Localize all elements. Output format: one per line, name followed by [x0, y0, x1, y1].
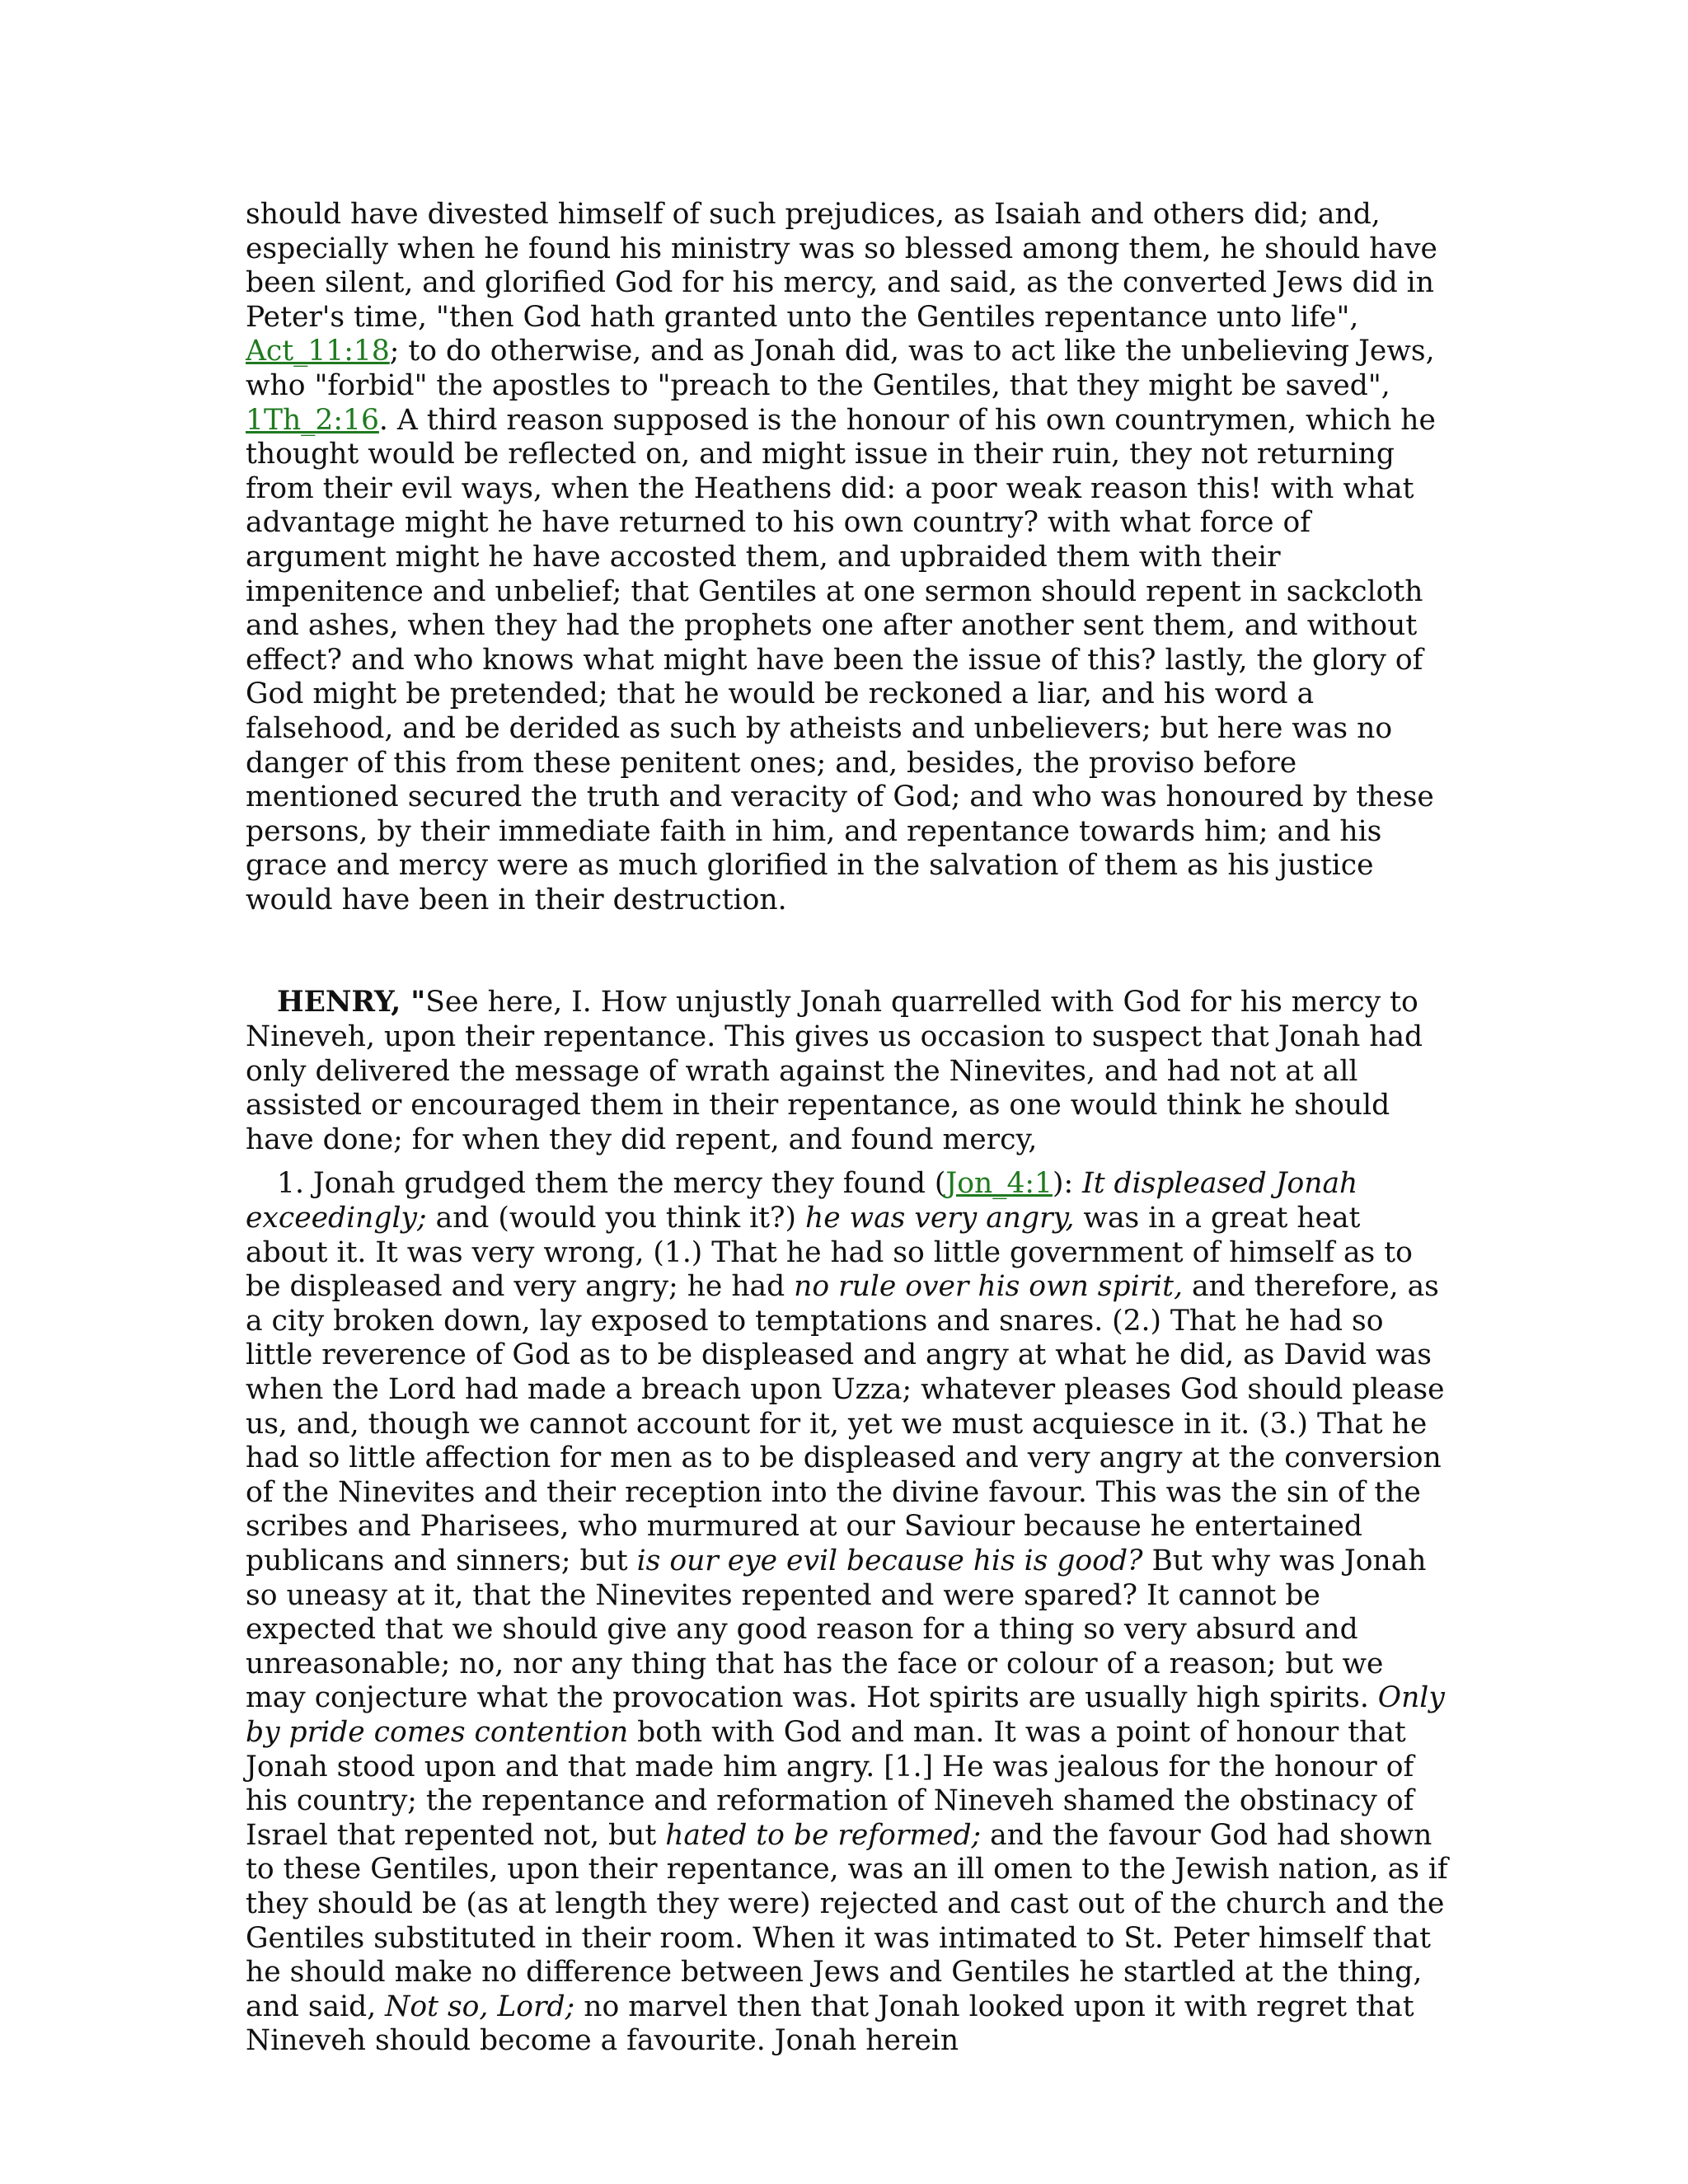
text-run: and the favour God had shown to these Gentiles, upon their repentance, was an ill omen to the Jewish nation, as if they should be (as at length they were) rejected and cast out of the church and the Gentiles substituted in their room. When it was intimated to St. Peter himself that he should make no difference between Jews and Gentiles he startled at the thing, and said,: [246, 1818, 1448, 2023]
italic-quote: is our eye evil because his is good?: [636, 1544, 1143, 1577]
scripture-link-jon-4-1[interactable]: Jon_4:1: [945, 1167, 1053, 1201]
italic-quote: It displeased Jonah exceedingly;: [246, 1167, 1358, 1235]
author-label: HENRY, ": [277, 986, 426, 1019]
text-run: both with God and man. It was a point of honour that Jonah stood upon and that made him angry. [1.] He was jealous for the honour of his country; the repentance and reformation of Nineveh shamed the obstinacy of Israel that repented not, but: [246, 1715, 1414, 1852]
text-run: and (would you think it?): [426, 1202, 805, 1235]
italic-quote: Not so, Lord;: [385, 1990, 575, 2023]
text-run: See here, I. How unjustly Jonah quarrelled with God for his mercy to Nineveh, upon their repentance. This gives us occasion to suspect that Jonah had only delivered the message of wrath against the Ninevites, and had not at all assisted or encouraged them in their repentance, as one would think he should have done; for when they did repent, and found mercy,: [246, 986, 1423, 1156]
text-run: was in a great heat about it. It was very wrong, (1.) That he had so little government of himself as to be displeased and very angry; he had: [246, 1202, 1413, 1304]
text-run: ):: [1053, 1167, 1083, 1201]
document-page: [246, 198, 1449, 2059]
text-run: ; to do otherwise, and as Jonah did, was to act like the unbelieving Jews, who "forbid" the apostles to "preach to the Gentiles, that they might be saved",: [246, 335, 1435, 402]
text-run: should have divested himself of such prejudices, as Isaiah and others did; and, especially when he found his ministry was so blessed among them, he should have been silent, and glorified God for his mercy, and said, as the converted Jews did in Peter's time, "then God hath granted unto the Gentiles repentance unto life",: [246, 198, 1437, 334]
italic-quote: no rule over his own spirit,: [794, 1270, 1183, 1304]
paragraph-gill-commentary: [246, 198, 1449, 917]
scripture-link-act-11-18[interactable]: Act_11:18: [246, 335, 390, 368]
italic-quote: Only by pride comes contention: [246, 1681, 1445, 1749]
italic-quote: he was very angry,: [804, 1202, 1075, 1235]
text-run: . A third reason supposed is the honour of his own countrymen, which he thought would be reflected on, and might issue in their ruin, they not returning from their evil ways, when the Heathens did: a poor weak reason this! with what advantage might he have returned to his own country? with what force of argument might he have accosted them, and upbraided them with their impenitence and unbelief; that Gentiles at one sermon should repent in sackcloth and ashes, when they had the prophets one after another sent them, and without effect? and who knows what might have been the issue of this? lastly, the glory of God might be pretended; that he would be reckoned a liar, and his word a falsehood, and be derided as such by atheists and unbelievers; but here was no danger of this from these penitent ones; and, besides, the proviso before mentioned secured the truth and veracity of God; and who was honoured by these persons, by their immediate faith in him, and repentance towards him; and his grace and mercy were as much glorified in the salvation of them as his justice would have been in their destruction.: [246, 403, 1436, 916]
paragraph-henry-intro: [246, 986, 1449, 1157]
text-run: 1. Jonah grudged them the mercy they found (: [277, 1167, 946, 1201]
paragraph-henry-point-1: [246, 1167, 1449, 2058]
text-run: and therefore, as a city broken down, lay exposed to temptations and snares. (2.) That he had so little reverence of God as to be displeased and angry at what he did, as David was when the Lord had made a breach upon Uzza; whatever pleases God should please us, and, though we cannot account for it, yet we must acquiesce in it. (3.) That he had so little affection for men as to be displeased and very angry at the conversion of the Ninevites and their reception into the divine favour. This was the sin of the scribes and Pharisees, who murmured at our Saviour because he entertained publicans and sinners; but: [246, 1270, 1445, 1577]
scripture-link-1th-2-16[interactable]: 1Th_2:16: [246, 403, 379, 437]
text-run: no marvel then that Jonah looked upon it with regret that Nineveh should become a favourite. Jonah herein: [246, 1990, 1414, 2058]
text-run: But why was Jonah so uneasy at it, that the Ninevites repented and were spared? It cannot be expected that we should give any good reason for a thing so very absurd and unreasonable; no, nor any thing that has the face or colour of a reason; but we may conjecture what the provocation was. Hot spirits are usually high spirits.: [246, 1544, 1427, 1715]
italic-quote: hated to be reformed;: [665, 1818, 982, 1852]
